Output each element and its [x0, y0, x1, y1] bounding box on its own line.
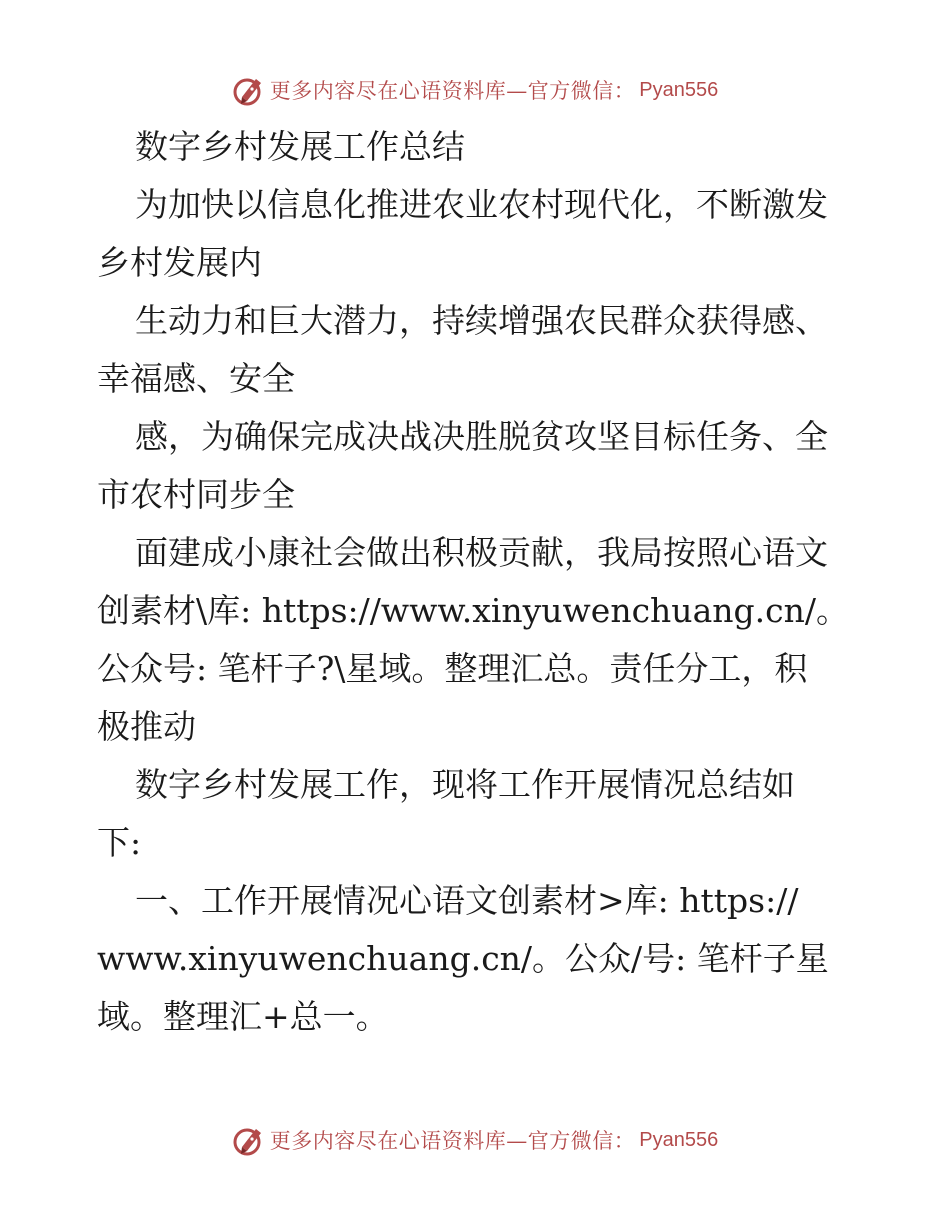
paragraph-line: 极推动 — [97, 707, 196, 746]
watermark-wechat-id: Pyan556 — [639, 1128, 719, 1151]
paragraph-line: 乡村发展内 — [97, 243, 262, 282]
section-heading: 一、工作开展情况心语文创素材>库: https:// — [135, 881, 799, 920]
paragraph-line: 数字乡村发展工作，现将工作开展情况总结如 — [135, 765, 795, 804]
paragraph-line: 为加快以信息化推进农业农村现代化，不断激发 — [135, 185, 828, 224]
paragraph-line: 公众号: 笔杆子?\星域。整理汇总。责任分工，积 — [97, 649, 808, 688]
paragraph-line: 创素材\库: https://www.xinyuwenchuang.cn/。 — [97, 591, 849, 630]
paragraph-line: 下: — [97, 823, 142, 862]
watermark-text: 更多内容尽在心语资料库—官方微信： — [269, 79, 636, 103]
paragraph-line: 幸福感、安全 — [97, 359, 295, 398]
paragraph-line: 生动力和巨大潜力，持续增强农民群众获得感、 — [135, 301, 828, 340]
paragraph-line: www.xinyuwenchuang.cn/。公众/号: 笔杆子星 — [97, 939, 829, 978]
watermark-group — [232, 1123, 718, 1157]
pen-nib-logo-icon — [232, 73, 266, 107]
pen-nib-logo-icon — [232, 1123, 266, 1157]
header-watermark — [0, 70, 950, 110]
watermark-text: 更多内容尽在心语资料库—官方微信： — [269, 1129, 636, 1153]
watermark-wechat-id: Pyan556 — [639, 78, 719, 101]
paragraph-line: 面建成小康社会做出积极贡献，我局按照心语文 — [135, 533, 828, 572]
paragraph-line: 市农村同步全 — [97, 475, 295, 514]
paragraph-line: 域。整理汇+总一。 — [97, 997, 389, 1036]
document-body — [97, 118, 857, 1046]
paragraph-line: 感，为确保完成决战决胜脱贫攻坚目标任务、全 — [135, 417, 828, 456]
document-title: 数字乡村发展工作总结 — [135, 127, 465, 166]
footer-watermark — [0, 1120, 950, 1160]
watermark-group — [232, 73, 718, 107]
